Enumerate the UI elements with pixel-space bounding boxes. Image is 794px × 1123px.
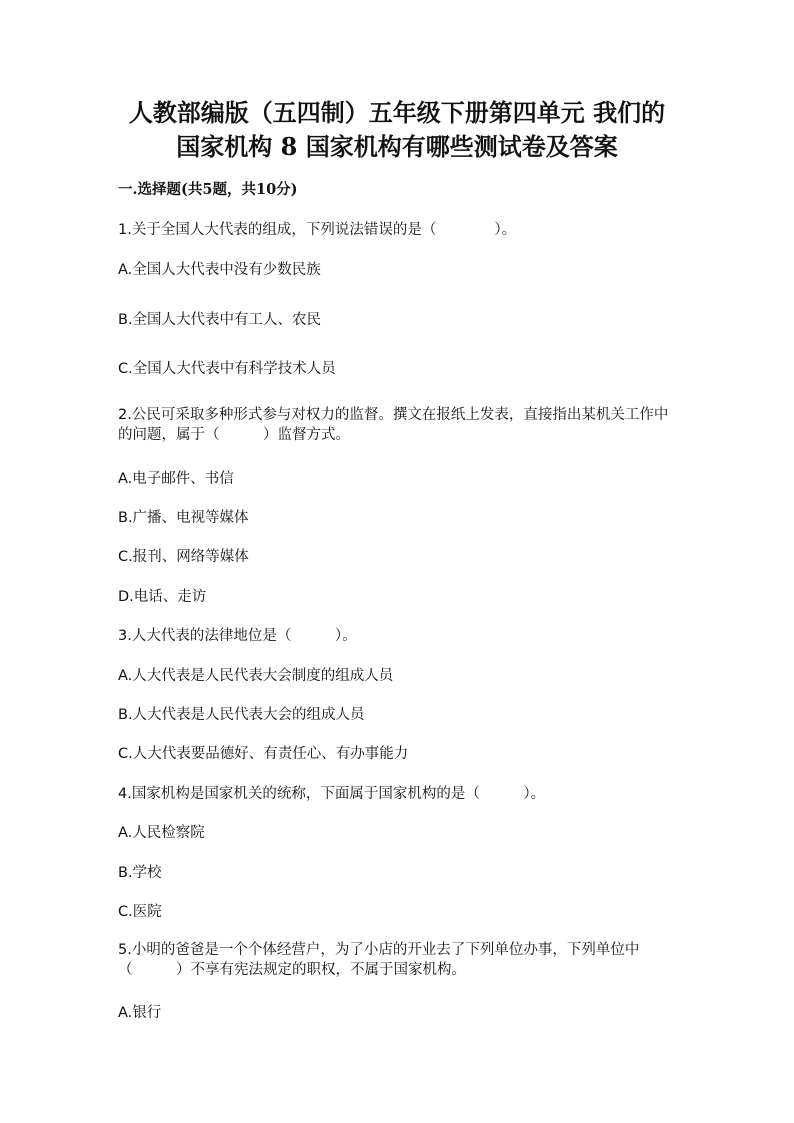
question-3-option-a: A.人大代表是人民代表大会制度的组成人员 [118, 668, 394, 684]
question-3-option-b: B.人大代表是人民代表大会的组成人员 [118, 707, 365, 723]
question-1-option-c: C.全国人大代表中有科学技术人员 [118, 361, 336, 377]
question-1-option-a: A.全国人大代表中没有少数民族 [118, 262, 321, 278]
question-2-text: 2.公民可采取多种形式参与对权力的监督。撰文在报纸上发表，直接指出某机关工作中的问题，属于（ ）监督方式。 [118, 407, 669, 443]
question-4-option-c: C.医院 [118, 904, 162, 920]
title-line-1: 人教部编版（五四制）五年级下册第四单元 我们的 [128, 98, 666, 127]
question-1-text: 1.关于全国人大代表的组成，下列说法错误的是（ ）。 [118, 222, 517, 238]
question-2-option-a: A.电子邮件、书信 [118, 471, 234, 487]
section-heading: 一.选择题(共5题，共10分) [118, 181, 298, 198]
question-2-option-c: C.报刊、网络等媒体 [118, 549, 249, 565]
document-title [95, 96, 699, 164]
question-1-option-b: B.全国人大代表中有工人、农民 [118, 312, 322, 328]
question-2-option-d: D.电话、走访 [118, 589, 207, 605]
question-2-option-b: B.广播、电视等媒体 [118, 510, 249, 526]
title-line-2: 国家机构 8 国家机构有哪些测试卷及答案 [176, 132, 618, 161]
question-4-option-a: A.人民检察院 [118, 825, 205, 841]
question-5-option-a: A.银行 [118, 1005, 162, 1021]
question-3-option-c: C.人大代表要品德好、有责任心、有办事能力 [118, 746, 409, 762]
question-4-text: 4.国家机构是国家机关的统称，下面属于国家机构的是（ ）。 [118, 786, 546, 802]
question-4-option-b: B.学校 [118, 865, 162, 881]
question-5-text: 5.小明的爸爸是一个个体经营户，为了小店的开业去了下列单位办事，下列单位中（ ）不享有宪法规定的职权，不属于国家机构。 [118, 942, 640, 978]
question-3-text: 3.人大代表的法律地位是（ ）。 [118, 628, 357, 644]
